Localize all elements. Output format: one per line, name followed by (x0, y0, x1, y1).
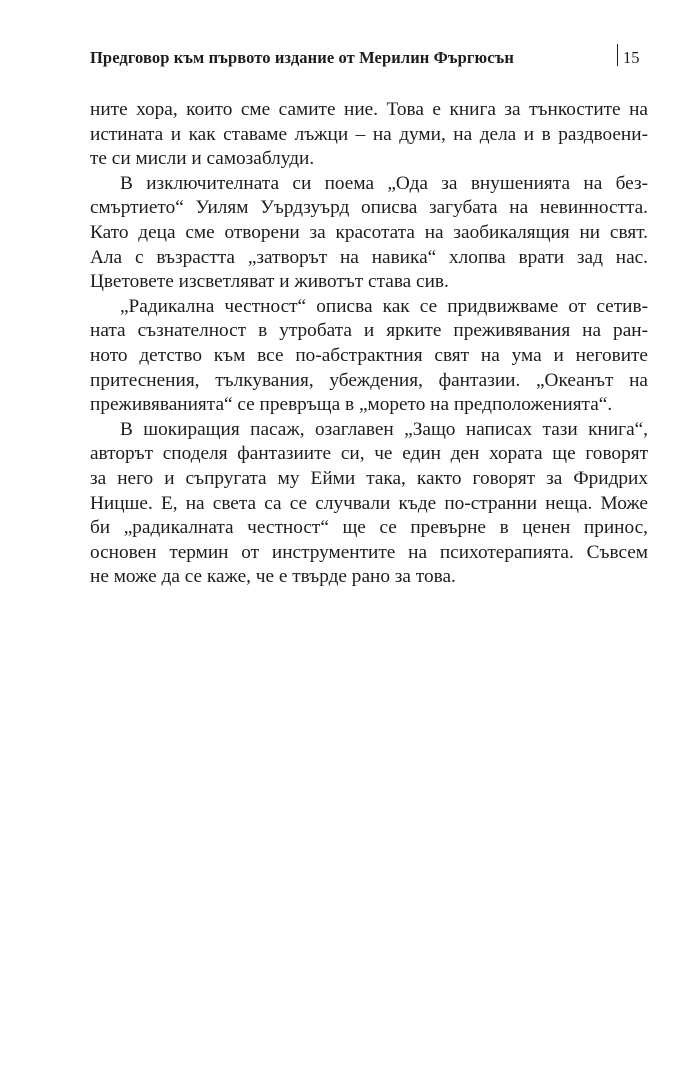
text-line: истината и как ставаме лъжци – на думи, на дела и в раздвоени- (90, 123, 648, 145)
paragraph (90, 172, 648, 295)
text-line: Ала с възрастта „затворът на навика“ хлопва врати зад нас. (90, 246, 648, 268)
text-line: В изключителната си поема „Ода за внушенията на без- (120, 172, 648, 194)
text-line: преживяванията“ се превръща в „морето на предположенията“. (90, 394, 613, 416)
text-line: притеснения, тълкувания, убеждения, фантазии. „Океанът на (90, 369, 648, 391)
text-line: не може да се каже, че е твърде рано за това. (90, 566, 456, 588)
paragraph (90, 98, 648, 172)
running-head-title: Предговор към първото издание от Мерилин Фъргюсън (90, 48, 514, 67)
text-line: основен термин от инструментите на психотерапията. Съвсем (90, 541, 648, 563)
paragraph (90, 295, 648, 418)
text-line: „Радикална честност“ описва как се придвижваме от сетив- (120, 295, 648, 317)
header-divider (617, 44, 618, 66)
text-line: ните хора, които сме самите ние. Това е книга за тънкостите на (90, 99, 648, 120)
text-line: Като деца сме отворени за красотата на заобикалящия ни свят. (90, 221, 648, 243)
text-line: за него и съпругата му Ейми така, както говорят за Фридрих (90, 467, 648, 489)
text-line: ната съзнателност в утробата и ярките преживявания на ран- (90, 320, 648, 342)
body-text (90, 98, 648, 590)
text-line: В шокиращия пасаж, озаглавен „Защо написах тази книга“, (120, 418, 648, 440)
text-line: смъртието“ Уилям Уърдзуърд описва загубата на невинността. (90, 197, 648, 219)
paragraph (90, 418, 648, 590)
text-line: би „радикалната честност“ ще се превърне в ценен принос, (90, 517, 648, 539)
text-line: Цветовете изсветляват и животът става сив. (90, 271, 449, 293)
text-line: ното детство към все по-абстрактния свят на ума и неговите (90, 344, 648, 366)
text-line: Ницше. Е, на света са се случвали къде по-странни неща. Може (90, 492, 648, 514)
text-line: авторът споделя фантазиите си, че един ден хората ще говорят (90, 443, 648, 465)
text-line: те си мисли и самозаблуди. (90, 148, 315, 170)
running-head (90, 44, 650, 72)
page-number: 15 (623, 48, 640, 67)
